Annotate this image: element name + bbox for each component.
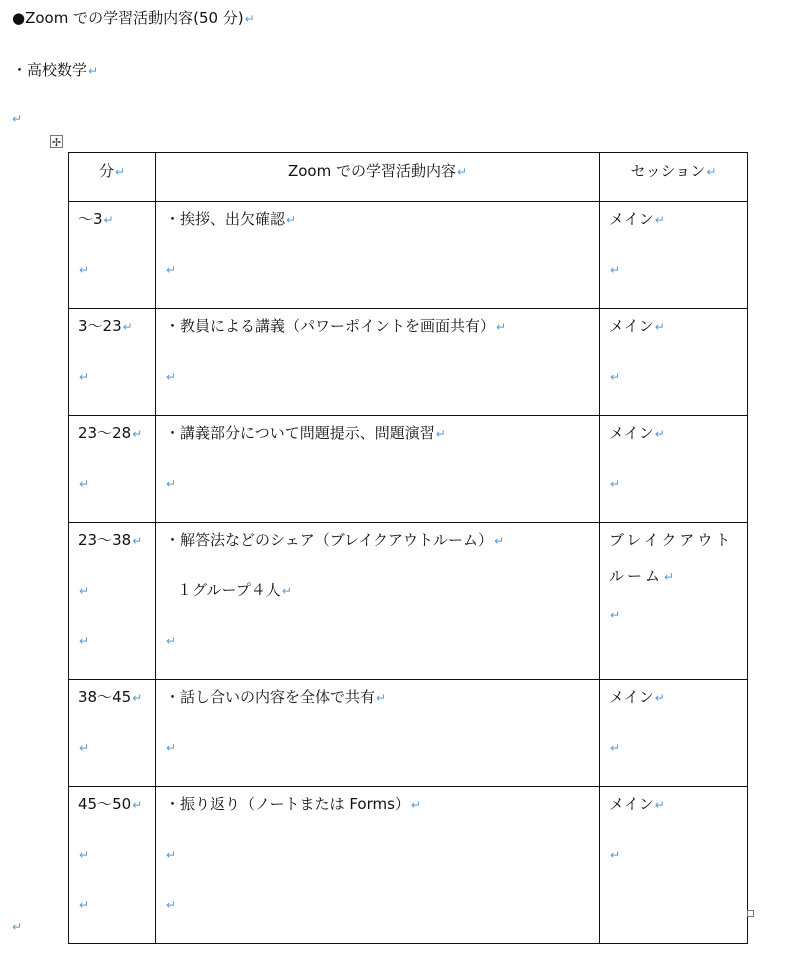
- cell-activity[interactable]: [156, 309, 600, 416]
- header-minutes-label: 分: [98, 162, 114, 180]
- document-heading: [12, 8, 255, 29]
- activity-text: ・挨拶、出欠確認: [165, 210, 286, 228]
- paragraph-mark-icon: ↵: [79, 584, 90, 598]
- cell-session[interactable]: [600, 523, 748, 680]
- paragraph-mark-icon: ↵: [88, 64, 99, 78]
- table-row: [69, 523, 748, 680]
- paragraph-mark-icon: ↵: [166, 263, 177, 277]
- cell-mark-icon: ↵: [654, 213, 665, 227]
- cell-mark-icon: ↵: [435, 427, 446, 441]
- cell-minutes[interactable]: [69, 523, 156, 680]
- cell-mark-icon: ↵: [410, 798, 421, 812]
- paragraph-mark-icon: ↵: [166, 634, 177, 648]
- activity-text: １グループ４人: [177, 581, 281, 599]
- paragraph-mark-icon: ↵: [79, 263, 90, 277]
- paragraph-mark-icon: ↵: [610, 741, 621, 755]
- cell-session[interactable]: [600, 309, 748, 416]
- minutes-value: 〜3: [78, 210, 103, 228]
- paragraph-mark-icon: ↵: [166, 477, 177, 491]
- cell-minutes[interactable]: [69, 202, 156, 309]
- minutes-value: 23〜28: [78, 424, 132, 442]
- session-value: メイン: [609, 795, 654, 813]
- cell-activity[interactable]: [156, 787, 600, 944]
- paragraph-mark-icon: ↵: [166, 370, 177, 384]
- table-row: [69, 787, 748, 944]
- cell-mark-icon: ↵: [376, 691, 387, 705]
- paragraph-mark-icon: ↵: [610, 477, 621, 491]
- subject-line: [12, 60, 98, 81]
- session-value: メイン: [609, 424, 654, 442]
- cell-session[interactable]: [600, 416, 748, 523]
- cell-mark-icon: ↵: [103, 213, 114, 227]
- header-activity-label: Zoom での学習活動内容: [287, 162, 456, 180]
- cell-mark-icon: ↵: [654, 798, 665, 812]
- paragraph-mark-icon: ↵: [79, 634, 90, 648]
- cell-mark-icon: ↵: [654, 427, 665, 441]
- cell-mark-icon: ↵: [286, 213, 297, 227]
- table-header-row: [69, 153, 748, 202]
- cell-mark-icon: ↵: [494, 534, 505, 548]
- heading-text: ●Zoom での学習活動内容(50 分): [12, 9, 244, 27]
- paragraph-mark-icon: ↵: [79, 741, 90, 755]
- cell-mark-icon: ↵: [706, 165, 717, 179]
- activity-text: ・話し合いの内容を全体で共有: [165, 688, 376, 706]
- minutes-value: 23〜38: [78, 531, 132, 549]
- table-row: [69, 416, 748, 523]
- cell-minutes[interactable]: [69, 309, 156, 416]
- paragraph-mark-icon: ↵: [79, 477, 90, 491]
- table-row: [69, 309, 748, 416]
- paragraph-mark-icon: ↵: [79, 848, 90, 862]
- cell-activity[interactable]: [156, 202, 600, 309]
- table-row: [69, 680, 748, 787]
- session-value: メイン: [609, 688, 654, 706]
- session-value: メイン: [609, 317, 654, 335]
- header-activity[interactable]: [156, 153, 600, 202]
- paragraph-mark-icon: ↵: [12, 112, 23, 126]
- cell-mark-icon: ↵: [132, 534, 143, 548]
- cell-mark-icon: ↵: [114, 165, 126, 179]
- cell-activity[interactable]: [156, 523, 600, 680]
- lesson-plan-table: [68, 152, 748, 944]
- cell-minutes[interactable]: [69, 787, 156, 944]
- activity-text: ・解答法などのシェア（ブレイクアウトルーム）: [165, 531, 494, 549]
- paragraph-mark-icon: ↵: [12, 920, 23, 934]
- cell-mark-icon: ↵: [281, 584, 292, 598]
- minutes-value: 3〜23: [78, 317, 122, 335]
- paragraph-mark-icon: ↵: [166, 898, 177, 912]
- cell-session[interactable]: [600, 680, 748, 787]
- cell-mark-icon: ↵: [132, 691, 143, 705]
- cell-mark-icon: ↵: [654, 320, 665, 334]
- subject-text: ・高校数学: [12, 61, 88, 79]
- paragraph-mark-icon: ↵: [610, 370, 621, 384]
- cell-mark-icon: ↵: [132, 798, 143, 812]
- minutes-value: 45〜50: [78, 795, 132, 813]
- header-minutes[interactable]: [69, 153, 156, 202]
- cell-mark-icon: ↵: [664, 570, 678, 584]
- table-resize-handle[interactable]: [747, 910, 754, 917]
- cell-mark-icon: ↵: [132, 427, 143, 441]
- cell-mark-icon: ↵: [654, 691, 665, 705]
- cell-activity[interactable]: [156, 680, 600, 787]
- header-session-label: セッション: [630, 162, 706, 180]
- session-value: ブレイクアウトルーム: [609, 531, 734, 585]
- paragraph-mark-icon: ↵: [79, 898, 90, 912]
- table-row: [69, 202, 748, 309]
- activity-text: ・教員による講義（パワーポイントを画面共有）: [165, 317, 496, 335]
- paragraph-mark-icon: ↵: [244, 12, 255, 26]
- header-session[interactable]: [600, 153, 748, 202]
- session-value: メイン: [609, 210, 654, 228]
- cell-mark-icon: ↵: [496, 320, 507, 334]
- cell-minutes[interactable]: [69, 416, 156, 523]
- activity-text: ・振り返り（ノートまたは Forms）: [165, 795, 410, 813]
- paragraph-mark-icon: ↵: [610, 263, 621, 277]
- activity-text: ・講義部分について問題提示、問題演習: [165, 424, 435, 442]
- paragraph-mark-icon: ↵: [610, 848, 621, 862]
- cell-mark-icon: ↵: [456, 165, 468, 179]
- cell-activity[interactable]: [156, 416, 600, 523]
- paragraph-mark-icon: ↵: [610, 608, 621, 622]
- cell-mark-icon: ↵: [122, 320, 133, 334]
- paragraph-mark-icon: ↵: [166, 741, 177, 755]
- cell-session[interactable]: [600, 202, 748, 309]
- paragraph-mark-icon: ↵: [79, 370, 90, 384]
- table-move-handle-icon[interactable]: ✢: [51, 136, 62, 149]
- cell-session[interactable]: [600, 787, 748, 944]
- minutes-value: 38〜45: [78, 688, 132, 706]
- cell-minutes[interactable]: [69, 680, 156, 787]
- paragraph-mark-icon: ↵: [166, 848, 177, 862]
